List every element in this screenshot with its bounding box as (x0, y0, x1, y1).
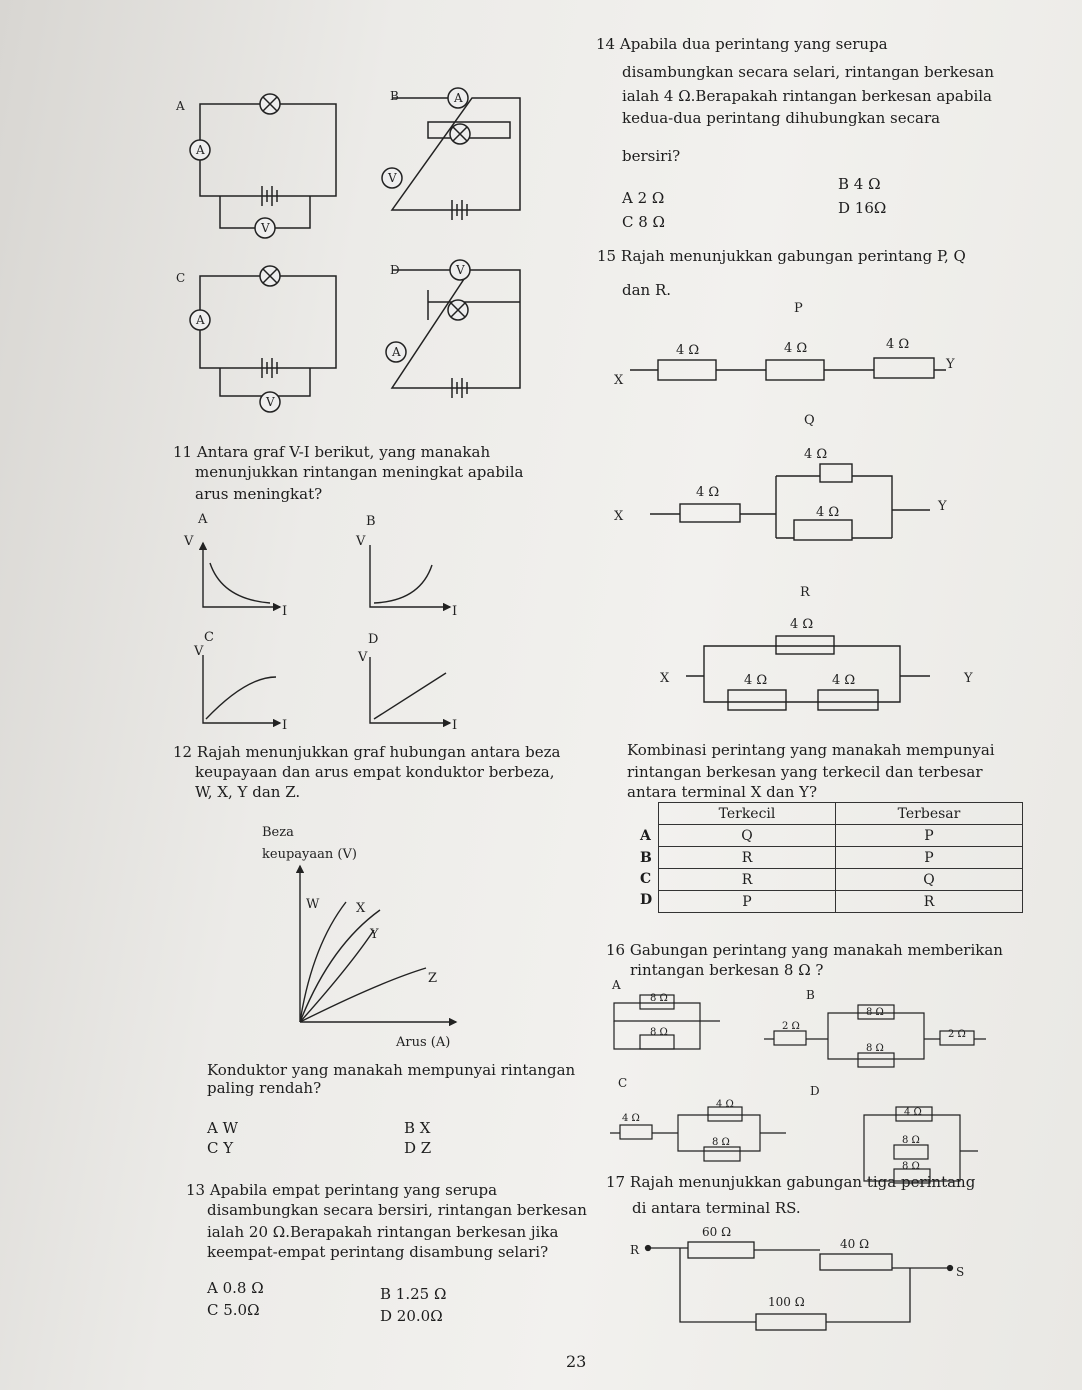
q12-option-b: B X (404, 1119, 431, 1137)
q14-line-2: disambungkan secara selari, rintangan berkesan (622, 63, 995, 81)
q15-row-a-label: A (640, 828, 651, 844)
q17-network (620, 1222, 980, 1332)
q16-c-left-value: 4 Ω (622, 1113, 640, 1124)
q11-option-b: B (366, 514, 376, 529)
circuit-d-ammeter: A (392, 345, 401, 359)
circuit-a-ammeter: A (196, 143, 205, 157)
q16-b-left-value: 2 Ω (782, 1021, 800, 1032)
q13-line-3: ialah 20 Ω.Berapakah rintangan berkesan jika (207, 1223, 559, 1241)
q15-row-d-min: P (659, 891, 836, 913)
q15-q-series-value: 4 Ω (696, 485, 720, 500)
circuit-c-label: C (176, 271, 186, 285)
q13-option-c: C 5.0Ω (207, 1301, 260, 1319)
q15-q-x: X (614, 509, 624, 524)
circuit-diagrams (160, 70, 580, 420)
q11-line-2: menunjukkan rintangan meningkat apabila (195, 463, 524, 481)
q11-d-v: V (358, 650, 368, 665)
q14-line-1: 14 Apabila dua perintang yang serupa (596, 35, 888, 53)
q17-line-1: 17 Rajah menunjukkan gabungan tiga perintang (606, 1173, 976, 1191)
q17-r100-value: 100 Ω (768, 1295, 805, 1309)
circuit-a-voltmeter: V (261, 221, 270, 235)
q16-b-bottom-value: 8 Ω (866, 1043, 884, 1054)
q15-row-c-max: Q (836, 869, 1023, 891)
q16-d-top-value: 4 Ω (904, 1107, 922, 1118)
q15-p-y: Y (946, 357, 955, 372)
q15-row-b-max: P (836, 847, 1023, 869)
circuit-a (190, 94, 336, 238)
q14-line-3: ialah 4 Ω.Berapakah rintangan berkesan apabila (622, 87, 992, 105)
q16-a-bottom-value: 8 Ω (650, 1027, 668, 1038)
q11-option-c: C (204, 630, 214, 645)
q15-row-a-max: P (836, 825, 1023, 847)
q14-option-d: D 16Ω (838, 199, 887, 217)
q15-r-label: R (800, 585, 810, 600)
q11-b-i: I (452, 604, 458, 619)
q12-option-a: A W (207, 1119, 239, 1137)
q14-option-b: B 4 Ω (838, 175, 881, 193)
q16-option-a: A (612, 978, 621, 992)
q13-line-2: disambungkan secara bersiri, rintangan berkesan (207, 1201, 587, 1219)
q13-line-4: keempat-empat perintang disambung selari? (207, 1243, 549, 1261)
q12-y-label: Y (370, 927, 379, 942)
q15-r-bottom2-value: 4 Ω (832, 673, 856, 688)
table-row (659, 825, 1023, 847)
circuit-c (190, 266, 336, 412)
q16-c-bottom-value: 8 Ω (712, 1137, 730, 1148)
q16-option-b: B (806, 988, 815, 1002)
q12-graph (250, 816, 480, 1056)
circuit-b (382, 88, 520, 220)
q16-d-middle-value: 8 Ω (902, 1135, 920, 1146)
q13-option-a: A 0.8 Ω (207, 1279, 264, 1297)
q15-q-top-value: 4 Ω (804, 447, 828, 462)
q12-question-line-2: paling rendah? (207, 1079, 322, 1097)
q15-r-y: Y (964, 671, 973, 686)
q16-b-right-value: 2 Ω (948, 1029, 966, 1040)
q15-line-1: 15 Rajah menunjukkan gabungan perintang P, Q (597, 247, 966, 265)
q11-c-i: I (282, 718, 288, 733)
q15-p-r2-value: 4 Ω (784, 341, 808, 356)
circuit-d-label: D (390, 263, 400, 277)
q15-question-line-1: Kombinasi perintang yang manakah mempunyai (627, 741, 995, 759)
q15-row-b-min: R (659, 847, 836, 869)
table-row (659, 891, 1023, 913)
q15-row-c-min: R (659, 869, 836, 891)
q16-option-c: C (618, 1076, 628, 1090)
q11-a-i: I (282, 604, 288, 619)
circuit-a-label: A (176, 99, 185, 113)
q12-question-line-1: Konduktor yang manakah mempunyai rintangan (207, 1061, 576, 1079)
q11-a-v: V (184, 534, 194, 549)
circuit-b-ammeter: A (454, 91, 463, 105)
q11-option-a: A (198, 512, 208, 527)
q12-xlabel: Arus (A) (396, 1035, 451, 1050)
q15-p-r3-value: 4 Ω (886, 337, 910, 352)
q16-a-top-value: 8 Ω (650, 993, 668, 1004)
q17-terminal-r: R (630, 1243, 640, 1257)
q12-option-d: D Z (404, 1139, 432, 1157)
q12-ylabel-2: keupayaan (V) (262, 847, 357, 862)
q11-c-v: V (194, 644, 204, 659)
circuit-d-voltmeter: V (456, 263, 465, 277)
q15-r-x: X (660, 671, 670, 686)
q15-row-d-max: R (836, 891, 1023, 913)
q15-r-bottom1-value: 4 Ω (744, 673, 768, 688)
q15-networks (600, 290, 1000, 730)
q15-row-c-label: C (640, 871, 652, 887)
q15-header-min: Terkecil (659, 803, 836, 825)
circuit-c-voltmeter: V (266, 395, 275, 409)
q16-b-top-value: 8 Ω (866, 1007, 884, 1018)
q16-c-top-value: 4 Ω (716, 1099, 734, 1110)
q13-line-1: 13 Apabila empat perintang yang serupa (186, 1181, 498, 1199)
q14-line-5: bersiri? (622, 147, 681, 165)
table-row (659, 847, 1023, 869)
q15-p-x: X (614, 373, 624, 388)
q17-terminal-s: S (956, 1265, 965, 1279)
q13-option-b: B 1.25 Ω (380, 1285, 447, 1303)
circuit-b-voltmeter: V (388, 171, 397, 185)
q16-line-2: rintangan berkesan 8 Ω ? (630, 961, 824, 979)
q16-option-d: D (810, 1084, 820, 1098)
q15-q-label: Q (804, 413, 815, 428)
q15-question-line-3: antara terminal X dan Y? (627, 783, 818, 801)
q15-q-y: Y (938, 499, 947, 514)
q12-w-label: W (306, 897, 320, 912)
q11-line-3: arus meningkat? (195, 485, 323, 503)
q11-option-d: D (368, 632, 379, 647)
q11-graphs (170, 505, 470, 735)
q11-b-v: V (356, 534, 366, 549)
q15-row-d-label: D (640, 892, 653, 908)
q15-r-top-value: 4 Ω (790, 617, 814, 632)
q16-line-1: 16 Gabungan perintang yang manakah memberikan (606, 941, 1003, 959)
q15-question-line-2: rintangan berkesan yang terkecil dan terbesar (627, 763, 983, 781)
q11-d-i: I (452, 718, 458, 733)
circuit-d (386, 260, 520, 398)
q15-row-b-label: B (640, 850, 652, 866)
q15-p-label: P (794, 301, 803, 316)
q15-header-max: Terbesar (836, 803, 1023, 825)
q17-line-2: di antara terminal RS. (632, 1199, 801, 1217)
q15-q-bottom-value: 4 Ω (816, 505, 840, 520)
q12-x-label: X (356, 901, 366, 916)
q15-p-r1-value: 4 Ω (676, 343, 700, 358)
q12-line-1: 12 Rajah menunjukkan graf hubungan antara beza (173, 743, 561, 761)
q12-z-label: Z (428, 971, 438, 986)
q17-r40-value: 40 Ω (840, 1237, 870, 1251)
q15-row-a-min: Q (659, 825, 836, 847)
q12-line-3: W, X, Y dan Z. (195, 783, 301, 801)
q12-option-c: C Y (207, 1139, 234, 1157)
q14-line-4: kedua-dua perintang dihubungkan secara (622, 109, 941, 127)
q14-option-a: A 2 Ω (622, 189, 665, 207)
q16-options (600, 975, 1000, 1190)
q12-line-2: keupayaan dan arus empat konduktor berbeza, (195, 763, 555, 781)
page-number: 23 (566, 1352, 587, 1371)
circuit-b-label: B (390, 89, 399, 103)
q17-r60-value: 60 Ω (702, 1225, 732, 1239)
circuit-c-ammeter: A (196, 313, 205, 327)
q13-option-d: D 20.0Ω (380, 1307, 443, 1325)
table-row (659, 869, 1023, 891)
q12-ylabel-1: Beza (262, 825, 294, 840)
q16-d-bottom-value: 8 Ω (902, 1161, 920, 1172)
q15-line-2: dan R. (622, 281, 672, 299)
q11-line-1: 11 Antara graf V-I berikut, yang manakah (173, 443, 491, 461)
q14-option-c: C 8 Ω (622, 213, 665, 231)
q15-answer-table (658, 802, 1023, 913)
